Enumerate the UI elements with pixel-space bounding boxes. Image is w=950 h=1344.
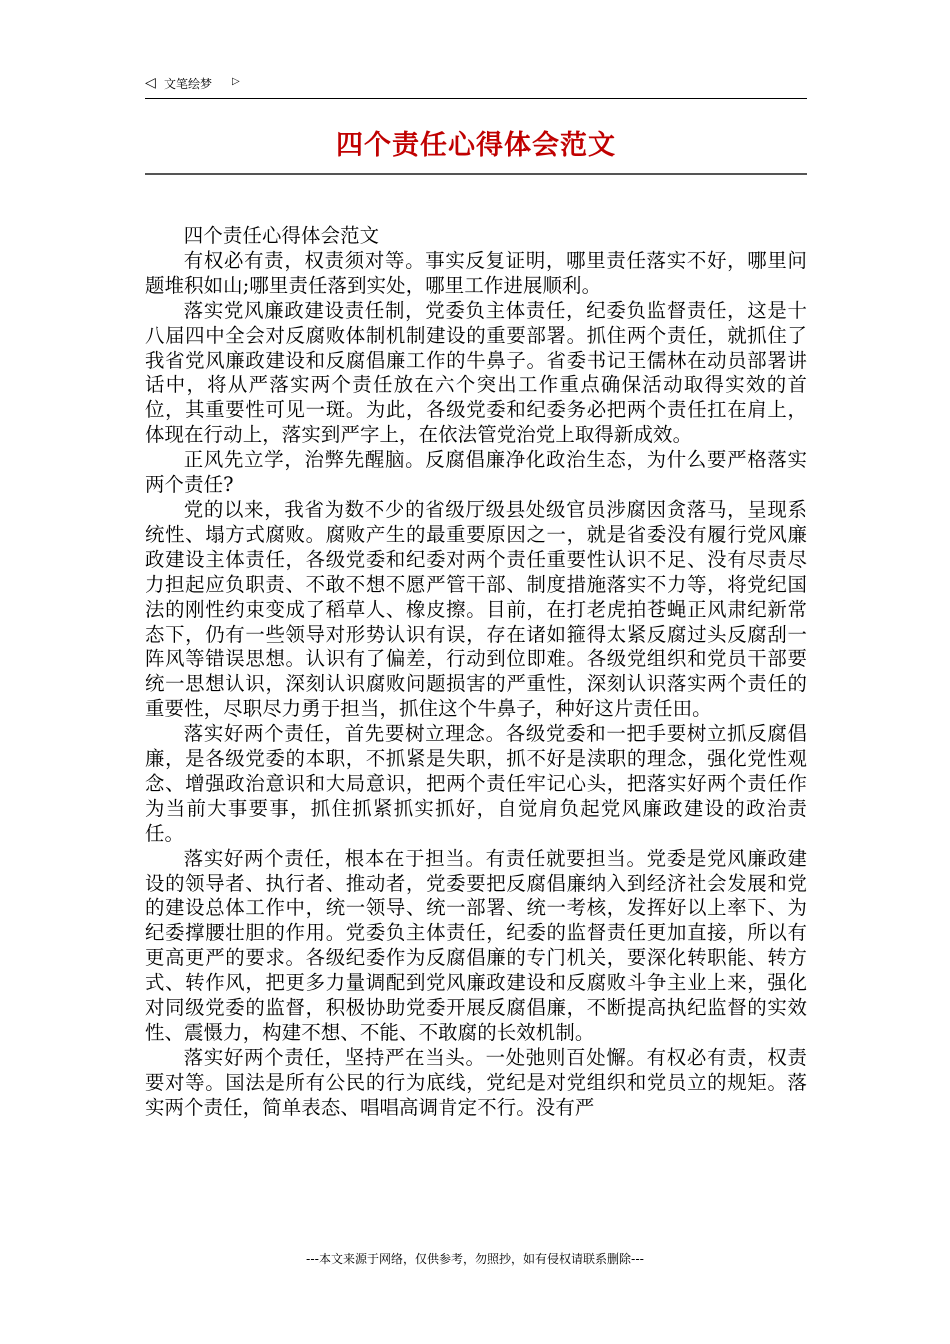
body-paragraph: 落实党风廉政建设责任制，党委负主体责任，纪委负监督责任，这是十八届四中全会对反腐败体制机制建设的重要部署。抓住两个责任，就抓住了我省党风廉政建设和反腐倡廉工作的牛鼻子。省委书记王儒林在动员部署讲话中，将从严落实两个责任放在六个突出工作重点确保活动取得实效的首位，其重要性可见一斑。为此，各级党委和纪委务必把两个责任扛在肩上，体现在行动上，落实到严字上，在依法管党治党上取得新成效。 — [145, 298, 807, 447]
brand-name: 文笔绘梦 — [164, 77, 213, 91]
body-paragraph-heading: 四个责任心得体会范文 — [183, 224, 380, 247]
body-paragraph: 落实好两个责任，坚持严在当头。一处弛则百处懈。有权必有责，权责要对等。国法是所有公民的行为底线，党纪是对党组织和党员立的规矩。落实两个责任，简单表态、唱唱高调肯定不行。没有严 — [145, 1045, 807, 1119]
title-divider — [145, 173, 807, 175]
body-paragraph: 落实好两个责任，首先要树立理念。各级党委和一把手要树立抓反腐倡廉，是各级党委的本职，不抓紧是失职，抓不好是渎职的理念，强化党性观念、增强政治意识和大局意识，把两个责任牢记心头，把落实好两个责任作为当前大事要事，抓住抓紧抓实抓好，自觉肩负起党风廉政建设的政治责任。 — [145, 722, 807, 845]
right-triangle-icon: ▷ — [232, 76, 240, 87]
body-paragraph: 落实好两个责任，根本在于担当。有责任就要担当。党委是党风廉政建设的领导者、执行者、推动者，党委要把反腐倡廉纳入到经济社会发展和党的建设总体工作中，统一领导、统一部署、统一考核，发挥好以上率下、为纪委撑腰壮胆的作用。党委负主体责任，纪委的监督责任更加直接，所以有更高更严的要求。各级纪委作为反腐倡廉的专门机关，要深化转职能、转方式、转作风，把更多力量调配到党风廉政建设和反腐败斗争主业上来，强化对同级党委的监督，积极协助党委开展反腐倡廉，不断提高执纪监督的实效性、震慑力，构建不想、不能、不敢腐的长效机制。 — [145, 846, 807, 1044]
document-title: 四个责任心得体会范文 — [336, 130, 616, 161]
document-header — [145, 72, 807, 99]
page-footer-disclaimer: ---本文来源于网络，仅供参考，勿照抄，如有侵权请联系删除--- — [306, 1252, 644, 1266]
document-body — [145, 224, 807, 1121]
body-paragraph: 有权必有责，权责须对等。事实反复证明，哪里责任落实不好，哪里问题堆积如山;哪里责任落到实处，哪里工作进展顺利。 — [145, 248, 807, 297]
body-paragraph: 党的以来，我省为数不少的省级厅级县处级官员涉腐因贪落马，呈现系统性、塌方式腐败。腐败产生的最重要原因之一，就是省委没有履行党风廉政建设主体责任，各级党委和纪委对两个责任重要性认识不足、没有尽责尽力担起应负职责、不敢不想不愿严管干部、制度措施落实不力等，将党纪国法的刚性约束变成了稻草人、橡皮擦。目前，在打老虎拍苍蝇正风肃纪新常态下，仍有一些领导对形势认识有误，存在诸如箍得太紧反腐过头反腐刮一阵风等错误思想。认识有了偏差，行动到位即难。各级党组织和党员干部要统一思想认识，深刻认识腐败问题损害的严重性，深刻认识落实两个责任的重要性，尽职尽力勇于担当，抓住这个牛鼻子，种好这片责任田。 — [145, 497, 807, 721]
left-triangle-icon: ◁ — [145, 75, 156, 91]
body-paragraph: 正风先立学，治弊先醒脑。反腐倡廉净化政治生态，为什么要严格落实两个责任? — [145, 448, 807, 497]
